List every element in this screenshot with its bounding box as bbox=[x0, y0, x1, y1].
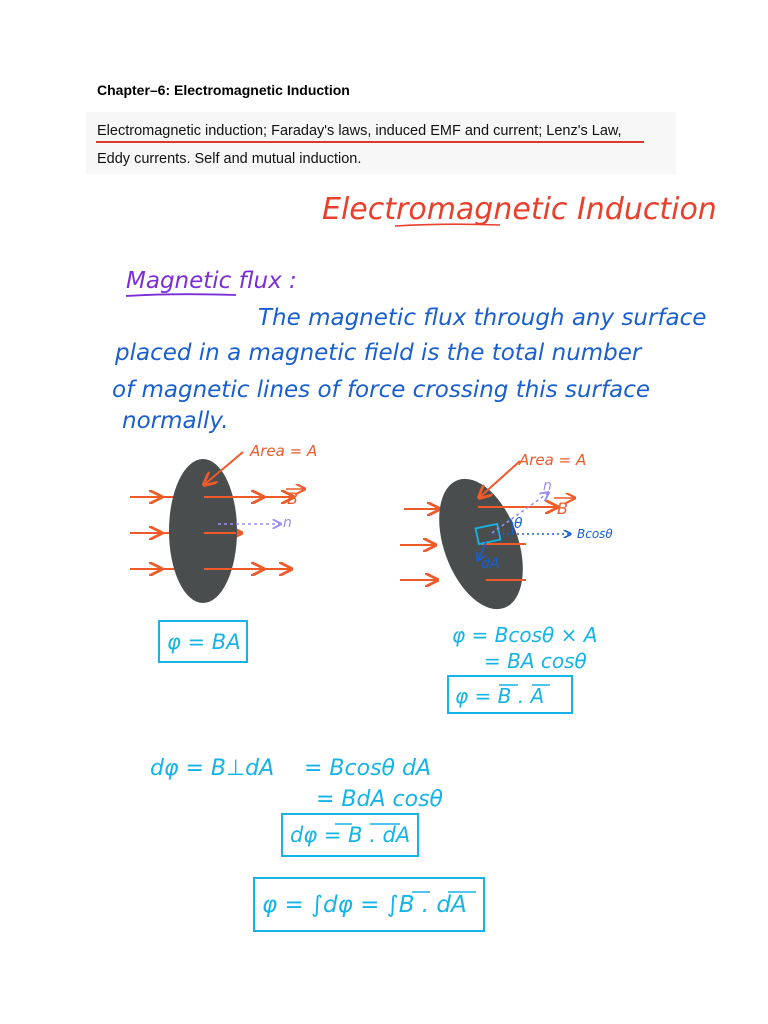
chapter-title: Chapter–6: Electromagnetic Induction bbox=[97, 82, 350, 98]
definition-line-1: The magnetic flux through any surface bbox=[258, 305, 707, 331]
left-area-label: Area = A bbox=[250, 442, 318, 460]
left-normal-label: n bbox=[283, 515, 292, 531]
definition-line-2: placed in a magnetic field is the total number bbox=[115, 340, 642, 366]
left-field-label: B bbox=[287, 489, 298, 508]
syllabus-line-1: Electromagnetic induction; Faraday's laws, induced EMF and current; Lenz's Law, bbox=[97, 123, 622, 139]
right-diagram bbox=[400, 451, 613, 621]
right-area-label: Area = A bbox=[519, 451, 587, 469]
right-normal-label: n bbox=[543, 478, 552, 494]
definition-line-3: of magnetic lines of force crossing this surface bbox=[112, 377, 650, 403]
section-title-underline bbox=[126, 294, 236, 296]
left-diagram bbox=[130, 442, 317, 603]
surface-ellipse bbox=[169, 459, 237, 603]
component-label: Bcosθ bbox=[577, 527, 613, 541]
formula-right-2: = BA cosθ bbox=[484, 649, 587, 673]
formula-right-1: φ = Bcosθ × A bbox=[452, 623, 598, 647]
section-title: Magnetic flux : bbox=[126, 268, 297, 294]
right-field-label: B bbox=[557, 499, 568, 518]
definition-line-4: normally. bbox=[122, 408, 229, 434]
derivation-2: = BdA cosθ bbox=[316, 787, 444, 812]
angle-label: θ bbox=[514, 516, 523, 532]
formula-right-boxed: φ = B . A bbox=[455, 684, 545, 708]
formula-left: φ = BA bbox=[167, 630, 241, 654]
element-label: dA bbox=[481, 556, 500, 572]
derivation-boxed-2: φ = ∫dφ = ∫B . dA bbox=[262, 892, 467, 918]
derivation-boxed-1: dφ = B . dA bbox=[290, 823, 411, 847]
syllabus-line-2: Eddy currents. Self and mutual induction. bbox=[97, 151, 362, 167]
notes-heading: Electromagnetic Induction bbox=[322, 192, 717, 227]
area-pointer bbox=[480, 461, 520, 497]
derivation-1a: dφ = B⊥dA bbox=[150, 756, 275, 781]
derivation-1b: = Bcosθ dA bbox=[304, 756, 432, 781]
